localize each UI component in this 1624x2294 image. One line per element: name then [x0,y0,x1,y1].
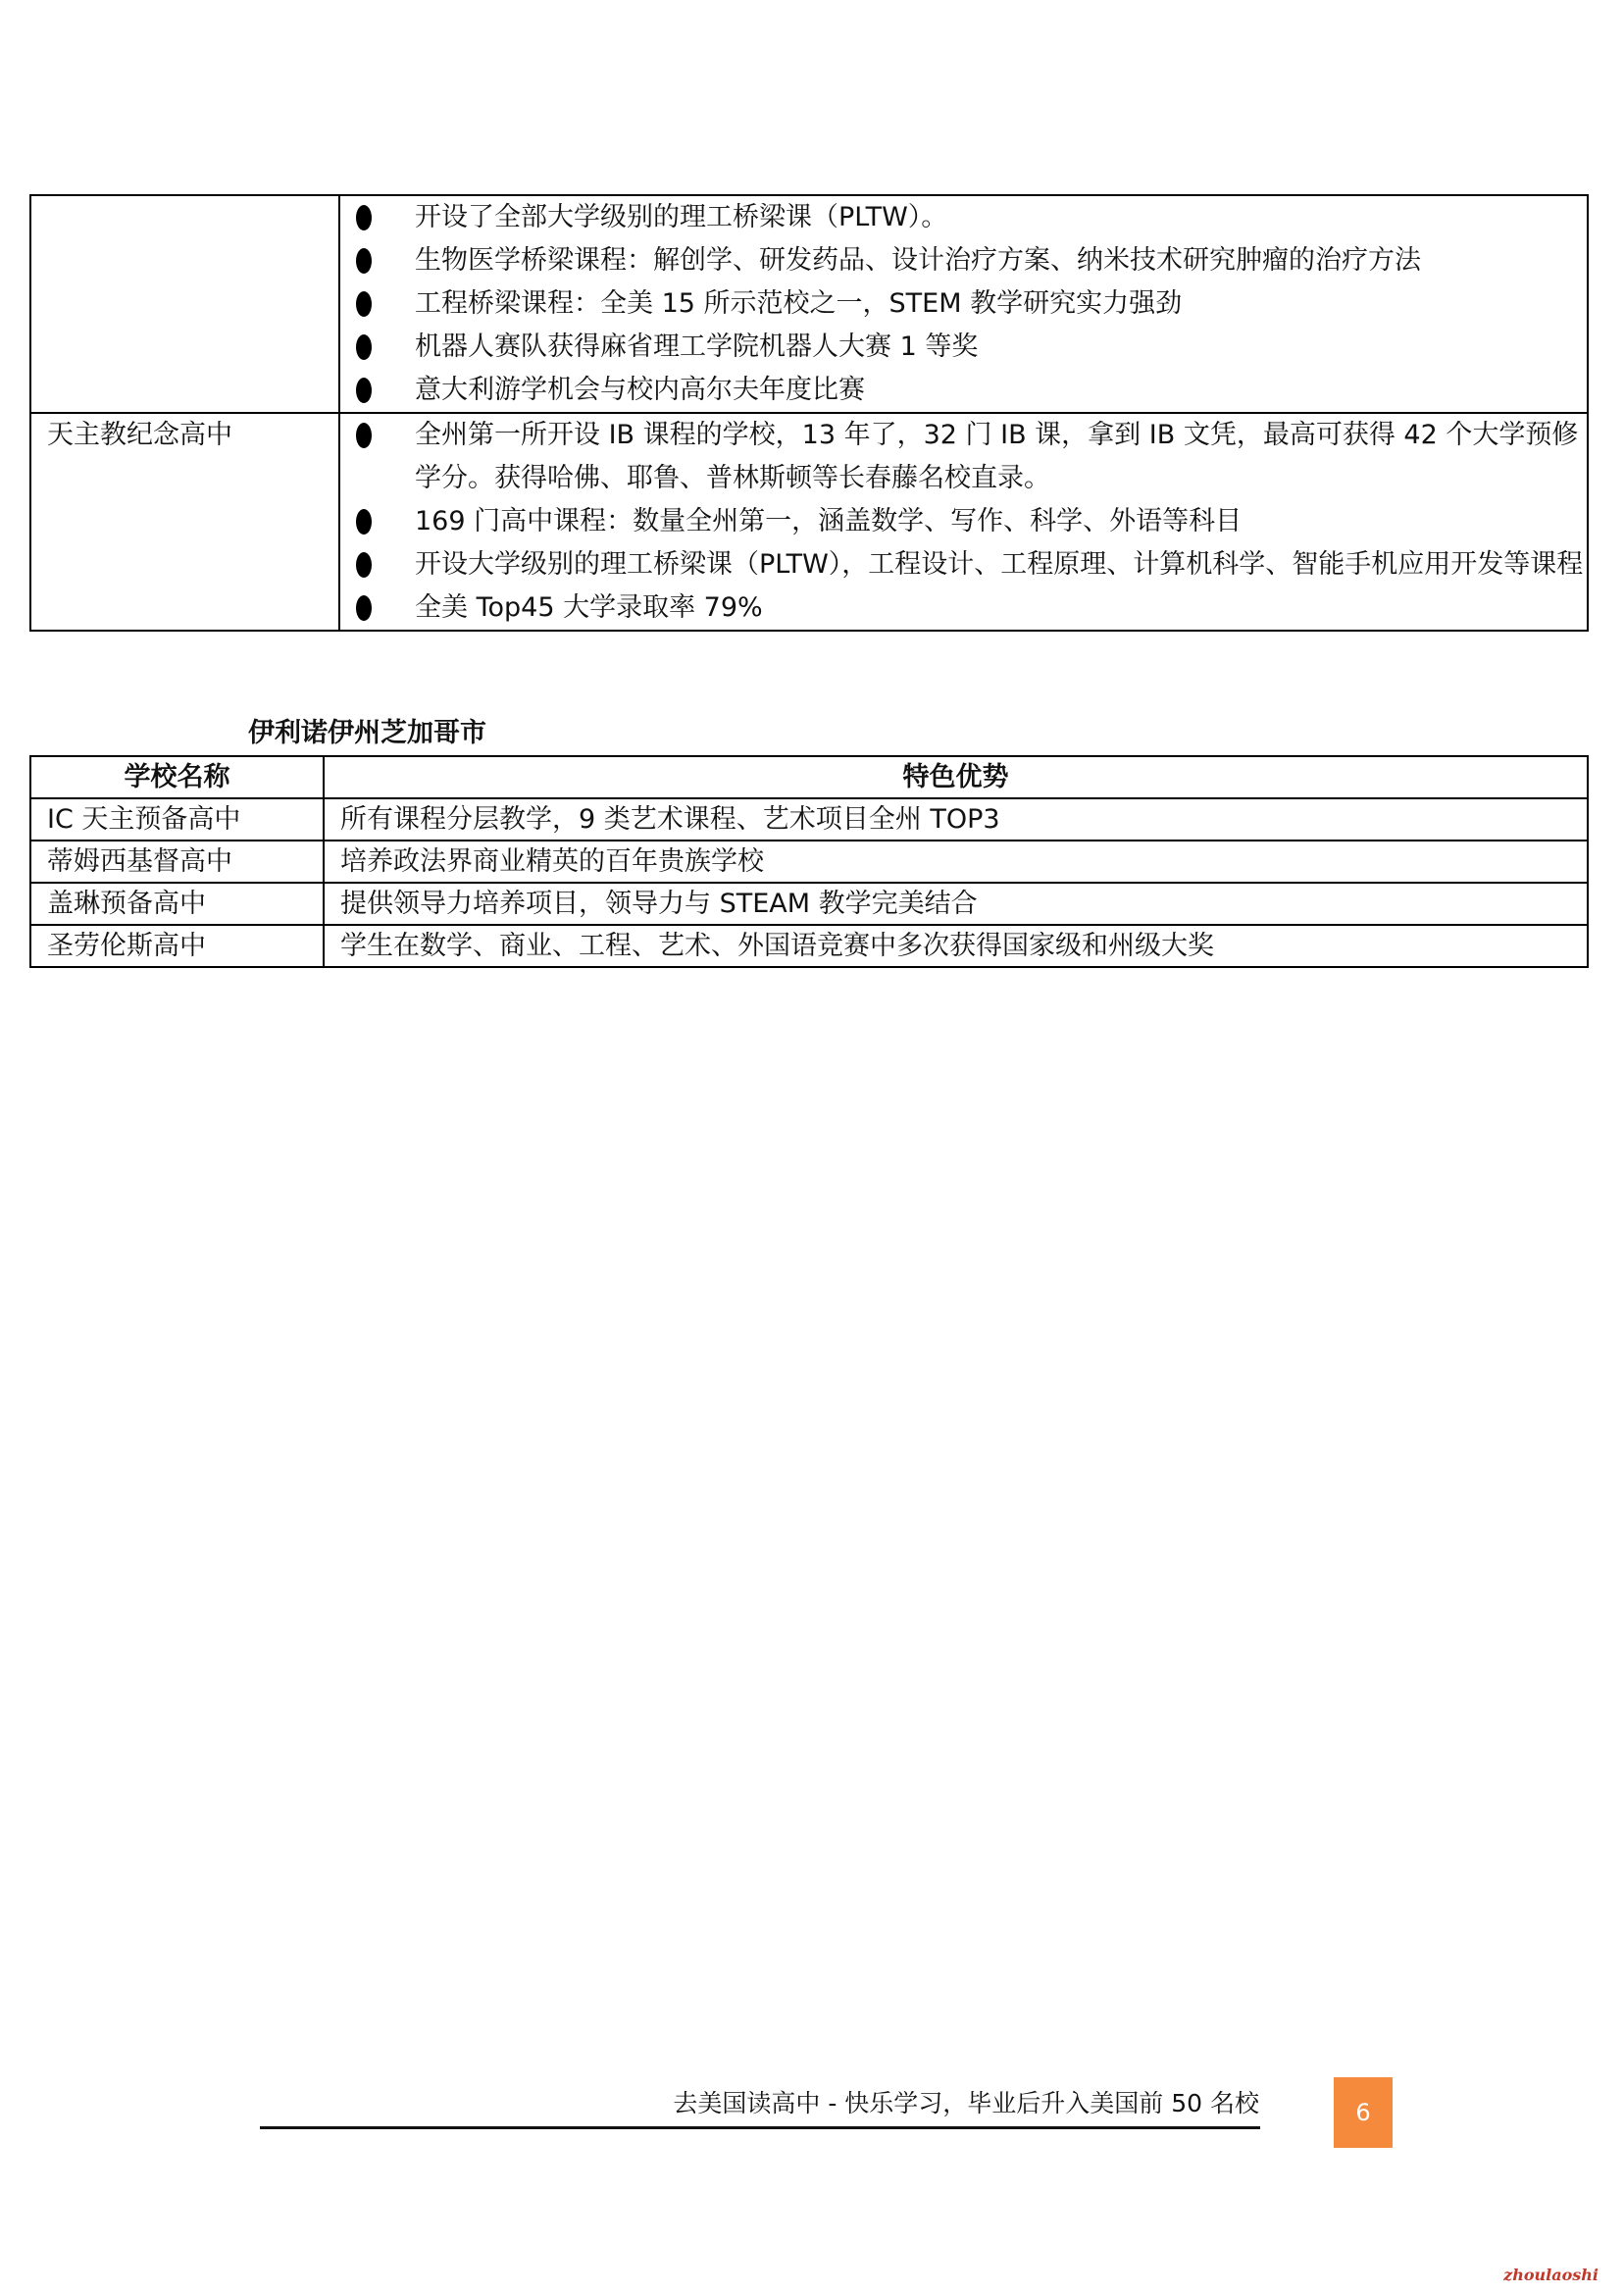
feature-item: 机器人赛队获得麻省理工学院机器人大赛 1 等奖 [356,326,1587,369]
feature-item: 工程桥梁课程：全美 15 所示范校之一，STEM 教学研究实力强劲 [356,282,1587,326]
feature-item: 生物医学桥梁课程：解创学、研发药品、设计治疗方案、纳米技术研究肿瘤的治疗方法 [356,239,1587,282]
footer-divider [260,2126,1260,2129]
feature-item: 开设大学级别的理工桥梁课（PLTW），工程设计、工程原理、计算机科学、智能手机应用开发等课程 [356,543,1587,586]
table-row [30,413,1588,631]
table-row [30,883,1588,925]
school-name-cell [30,195,339,413]
table-row [30,925,1588,967]
feature-item: 开设了全部大学级别的理工桥梁课（PLTW）。 [356,196,1587,239]
column-header-feature: 特色优势 [324,756,1588,798]
school-name-cell [30,413,339,631]
school-feature: 所有课程分层教学，9 类艺术课程、艺术项目全州 TOP3 [324,798,1588,841]
school-feature: 培养政法界商业精英的百年贵族学校 [324,841,1588,883]
school-feature: 提供领导力培养项目，领导力与 STEAM 教学完美结合 [324,883,1588,925]
table-row [30,841,1588,883]
chicago-schools-table [29,755,1589,968]
feature-list [340,414,1587,630]
features-cell [339,195,1588,413]
school-name: IC 天主预备高中 [30,798,324,841]
table-header-row [30,756,1588,798]
feature-list [340,196,1587,412]
school-name: 圣劳伦斯高中 [30,925,324,967]
table-row [30,195,1588,413]
school-features-table-continued [29,194,1589,632]
feature-item: 全美 Top45 大学录取率 79% [356,586,1587,630]
page-number: 6 [1334,2077,1393,2148]
feature-item: 全州第一所开设 IB 课程的学校，13 年了，32 门 IB 课，拿到 IB 文凭，最高可获得 42 个大学预修学分。获得哈佛、耶鲁、普林斯顿等长春藤名校直录。 [356,414,1587,500]
column-header-school: 学校名称 [30,756,324,798]
school-name: 天主教纪念高中 [47,420,232,450]
school-feature: 学生在数学、商业、工程、艺术、外国语竞赛中多次获得国家级和州级大奖 [324,925,1588,967]
feature-item: 意大利游学机会与校内高尔夫年度比赛 [356,369,1587,412]
school-name: 蒂姆西基督高中 [30,841,324,883]
watermark-logo: zhoulaoshi [1503,2266,1599,2284]
table-row [30,798,1588,841]
feature-item: 169 门高中课程：数量全州第一，涵盖数学、写作、科学、外语等科目 [356,500,1587,543]
features-cell [339,413,1588,631]
school-name: 盖琳预备高中 [30,883,324,925]
footer-text: 去美国读高中 - 快乐学习，毕业后升入美国前 50 名校 [673,2089,1259,2117]
section-title: 伊利诺伊州芝加哥市 [248,718,486,748]
